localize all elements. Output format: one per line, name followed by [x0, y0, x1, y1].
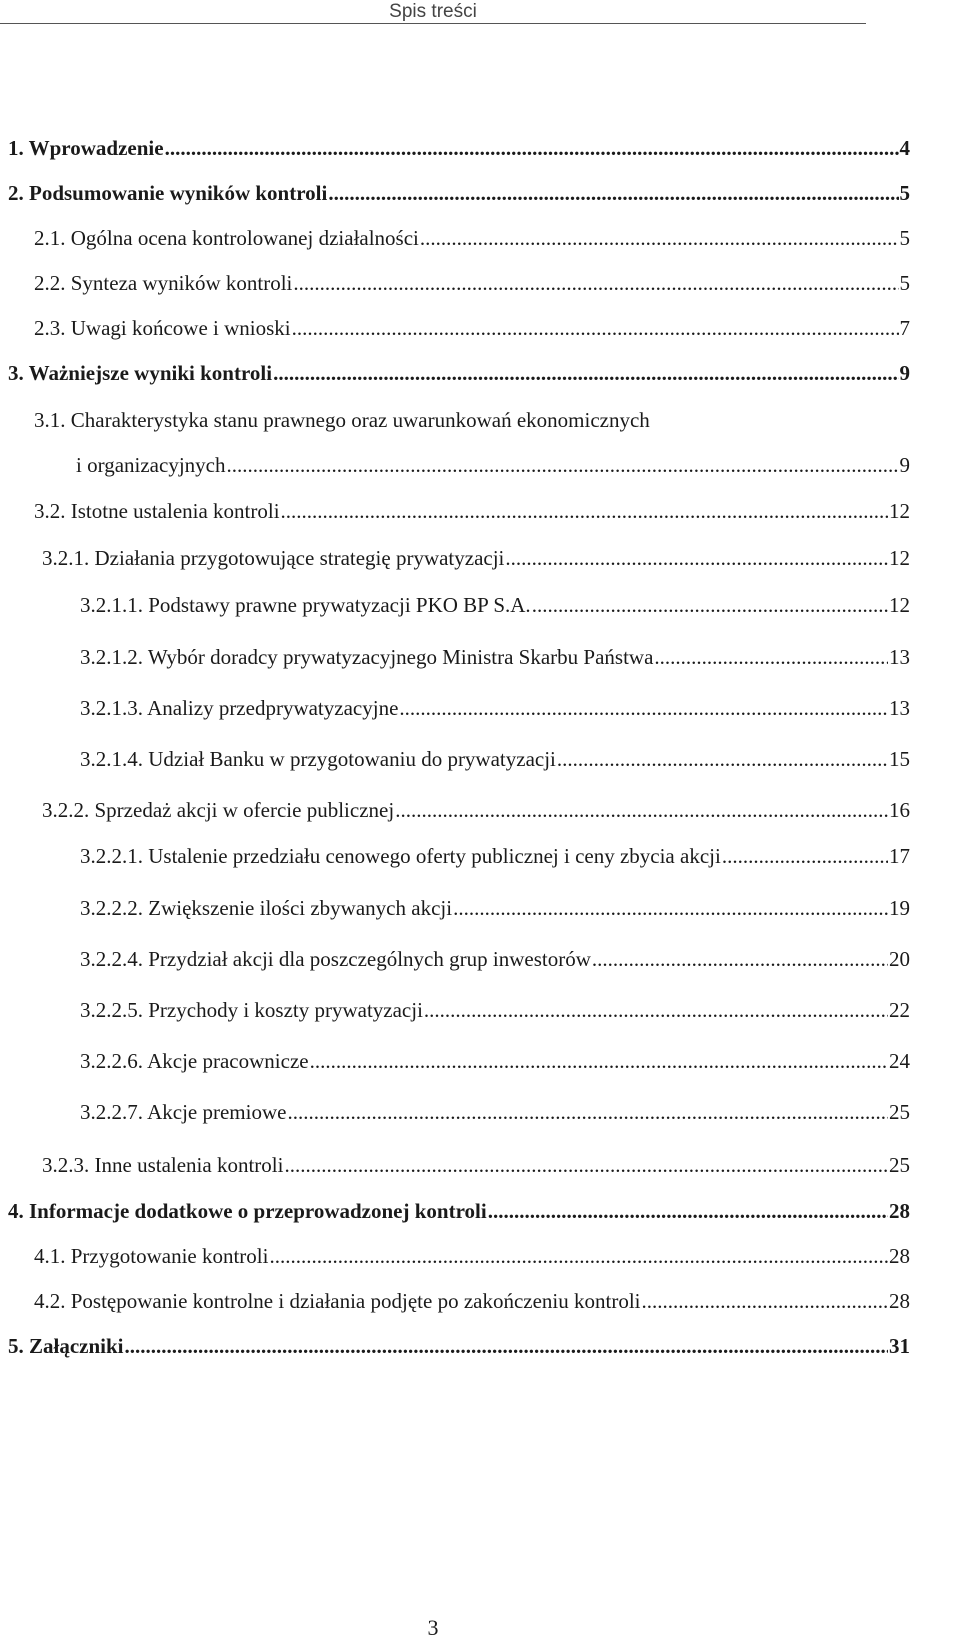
toc-leader-dots [642, 1287, 889, 1315]
toc-leader-dots [292, 314, 899, 342]
toc-entry-page: 15 [889, 747, 910, 771]
toc-entry-page: 16 [889, 798, 910, 822]
toc-entry-2-3[interactable] [34, 314, 910, 342]
toc-entry-text: 2.2. Synteza wyników kontroli [34, 271, 293, 295]
toc-entry-text: 5. Załączniki [8, 1334, 124, 1358]
toc-entry-page: 25 [889, 1153, 910, 1177]
toc-leader-dots [328, 179, 898, 207]
toc-entry-page: 12 [889, 499, 910, 523]
toc-entry-page: 28 [889, 1199, 910, 1223]
toc-leader-dots [399, 694, 888, 722]
toc-entry-3-2-1[interactable] [42, 544, 910, 572]
toc-entry-2-1[interactable] [34, 224, 910, 252]
toc-leader-dots [125, 1332, 888, 1360]
toc-leader-dots [532, 591, 888, 619]
toc-leader-dots [722, 842, 888, 870]
toc-entry-page: 28 [889, 1244, 910, 1268]
toc-entry-4-1[interactable] [34, 1242, 910, 1270]
toc-entry-3-2-3[interactable] [42, 1151, 910, 1179]
toc-entry-text: i organizacyjnych [76, 453, 226, 477]
toc-entry-text: 3.2.1.2. Wybór doradcy prywatyzacyjnego Ministra Skarbu Państwa [80, 645, 654, 669]
toc-entry-3-2-2-1[interactable] [80, 842, 910, 870]
toc-entry-text: 3.2.2.4. Przydział akcji dla poszczególnych grup inwestorów [80, 947, 591, 971]
toc-entry-text: 3.2.2.7. Akcje premiowe [80, 1100, 287, 1124]
toc-entry-1[interactable] [8, 134, 910, 162]
toc-entry-text: 3.2.3. Inne ustalenia kontroli [42, 1153, 284, 1177]
toc-leader-dots [557, 745, 888, 773]
toc-entry-text: 3.2.2.5. Przychody i koszty prywatyzacji [80, 998, 423, 1022]
toc-leader-dots [284, 1151, 888, 1179]
toc-entry-text: 3.2.2.6. Akcje pracownicze [80, 1049, 309, 1073]
toc-entry-text: 3.2.1.3. Analizy przedprywatyzacyjne [80, 696, 399, 720]
toc-entry-text: 4. Informacje dodatkowe o przeprowadzonej kontroli [8, 1199, 487, 1223]
toc-entry-page: 9 [899, 453, 910, 477]
toc-leader-dots [269, 1242, 888, 1270]
toc-leader-dots [165, 134, 899, 162]
toc-leader-dots [453, 894, 888, 922]
toc-leader-dots [654, 643, 888, 671]
toc-leader-dots [310, 1047, 888, 1075]
toc-entry-page: 9 [899, 361, 910, 385]
toc-entry-page: 13 [889, 696, 910, 720]
toc-entry-text: 2.3. Uwagi końcowe i wnioski [34, 316, 291, 340]
toc-entry-3-2-2[interactable] [42, 796, 910, 824]
toc-entry-2-2[interactable] [34, 269, 910, 297]
toc-entry-text: 3.2.1. Działania przygotowujące strategię prywatyzacji [42, 546, 505, 570]
toc-entry-text: 4.1. Przygotowanie kontroli [34, 1244, 269, 1268]
toc-entry-text: 3. Ważniejsze wyniki kontroli [8, 361, 273, 385]
toc-entry-page: 7 [899, 316, 910, 340]
toc-entry-3-1-continued[interactable] [76, 451, 910, 479]
toc-leader-dots [273, 359, 898, 387]
toc-entry-text: 4.2. Postępowanie kontrolne i działania podjęte po zakończeniu kontroli [34, 1289, 641, 1313]
toc-entry-text: 3.2.1.1. Podstawy prawne prywatyzacji PKO BP S.A. [80, 593, 531, 617]
toc-entry-3[interactable] [8, 359, 910, 387]
toc-entry-3-2-2-4[interactable] [80, 945, 910, 973]
toc-entry-3-2[interactable] [34, 497, 910, 525]
header-rule [0, 23, 866, 24]
toc-entry-3-2-2-7[interactable] [80, 1098, 910, 1126]
toc-entry-page: 17 [889, 844, 910, 868]
toc-leader-dots [424, 996, 888, 1024]
toc-entry-4-2[interactable] [34, 1287, 910, 1315]
toc-entry-page: 25 [889, 1100, 910, 1124]
toc-entry-page: 12 [889, 593, 910, 617]
toc-entry-3-2-2-5[interactable] [80, 996, 910, 1024]
toc-entry-2[interactable] [8, 179, 910, 207]
toc-entry-page: 31 [889, 1334, 910, 1358]
toc-leader-dots [488, 1197, 888, 1225]
toc-entry-text: 1. Wprowadzenie [8, 136, 164, 160]
toc-entry-3-2-2-2[interactable] [80, 894, 910, 922]
toc-entry-text: 3.2.2.1. Ustalenie przedziału cenowego oferty publicznej i ceny zbycia akcji [80, 844, 721, 868]
running-header-title: Spis treści [389, 1, 477, 22]
toc-leader-dots [420, 224, 899, 252]
toc-entry-5[interactable] [8, 1332, 910, 1360]
toc-entry-page: 19 [889, 896, 910, 920]
toc-leader-dots [395, 796, 888, 824]
toc-entry-page: 20 [889, 947, 910, 971]
page-number: 3 [427, 1615, 439, 1640]
toc-entry-text: 3.2. Istotne ustalenia kontroli [34, 499, 280, 523]
toc-entry-3-1[interactable]: 3.1. Charakterystyka stanu prawnego oraz uwarunkowań ekonomicznych [34, 408, 650, 432]
toc-entry-text: 2.1. Ogólna ocena kontrolowanej działalności [34, 226, 419, 250]
toc-entry-page: 5 [899, 271, 910, 295]
toc-entry-3-2-1-4[interactable] [80, 745, 910, 773]
toc-leader-dots [293, 269, 898, 297]
toc-entry-page: 5 [899, 226, 910, 250]
toc-leader-dots [226, 451, 898, 479]
toc-entry-3-2-2-6[interactable] [80, 1047, 910, 1075]
toc-leader-dots [505, 544, 888, 572]
toc-entry-text: 3.2.2.2. Zwiększenie ilości zbywanych akcji [80, 896, 453, 920]
toc-entry-4[interactable] [8, 1197, 910, 1225]
toc-entry-text: 3.2.1.4. Udział Banku w przygotowaniu do prywatyzacji [80, 747, 556, 771]
toc-entry-page: 28 [889, 1289, 910, 1313]
toc-entry-page: 24 [889, 1049, 910, 1073]
toc-entry-page: 12 [889, 546, 910, 570]
toc-entry-3-2-1-3[interactable] [80, 694, 910, 722]
toc-leader-dots [287, 1098, 888, 1126]
toc-entry-page: 13 [889, 645, 910, 669]
toc-leader-dots [592, 945, 888, 973]
toc-entry-page: 22 [889, 998, 910, 1022]
toc-entry-text: 3.2.2. Sprzedaż akcji w ofercie publicznej [42, 798, 395, 822]
toc-entry-3-2-1-1[interactable] [80, 591, 910, 619]
toc-entry-3-2-1-2[interactable] [80, 643, 910, 671]
toc-entry-page: 4 [899, 136, 910, 160]
toc-leader-dots [281, 497, 888, 525]
toc-entry-text: 2. Podsumowanie wyników kontroli [8, 181, 328, 205]
toc-entry-page: 5 [899, 181, 910, 205]
